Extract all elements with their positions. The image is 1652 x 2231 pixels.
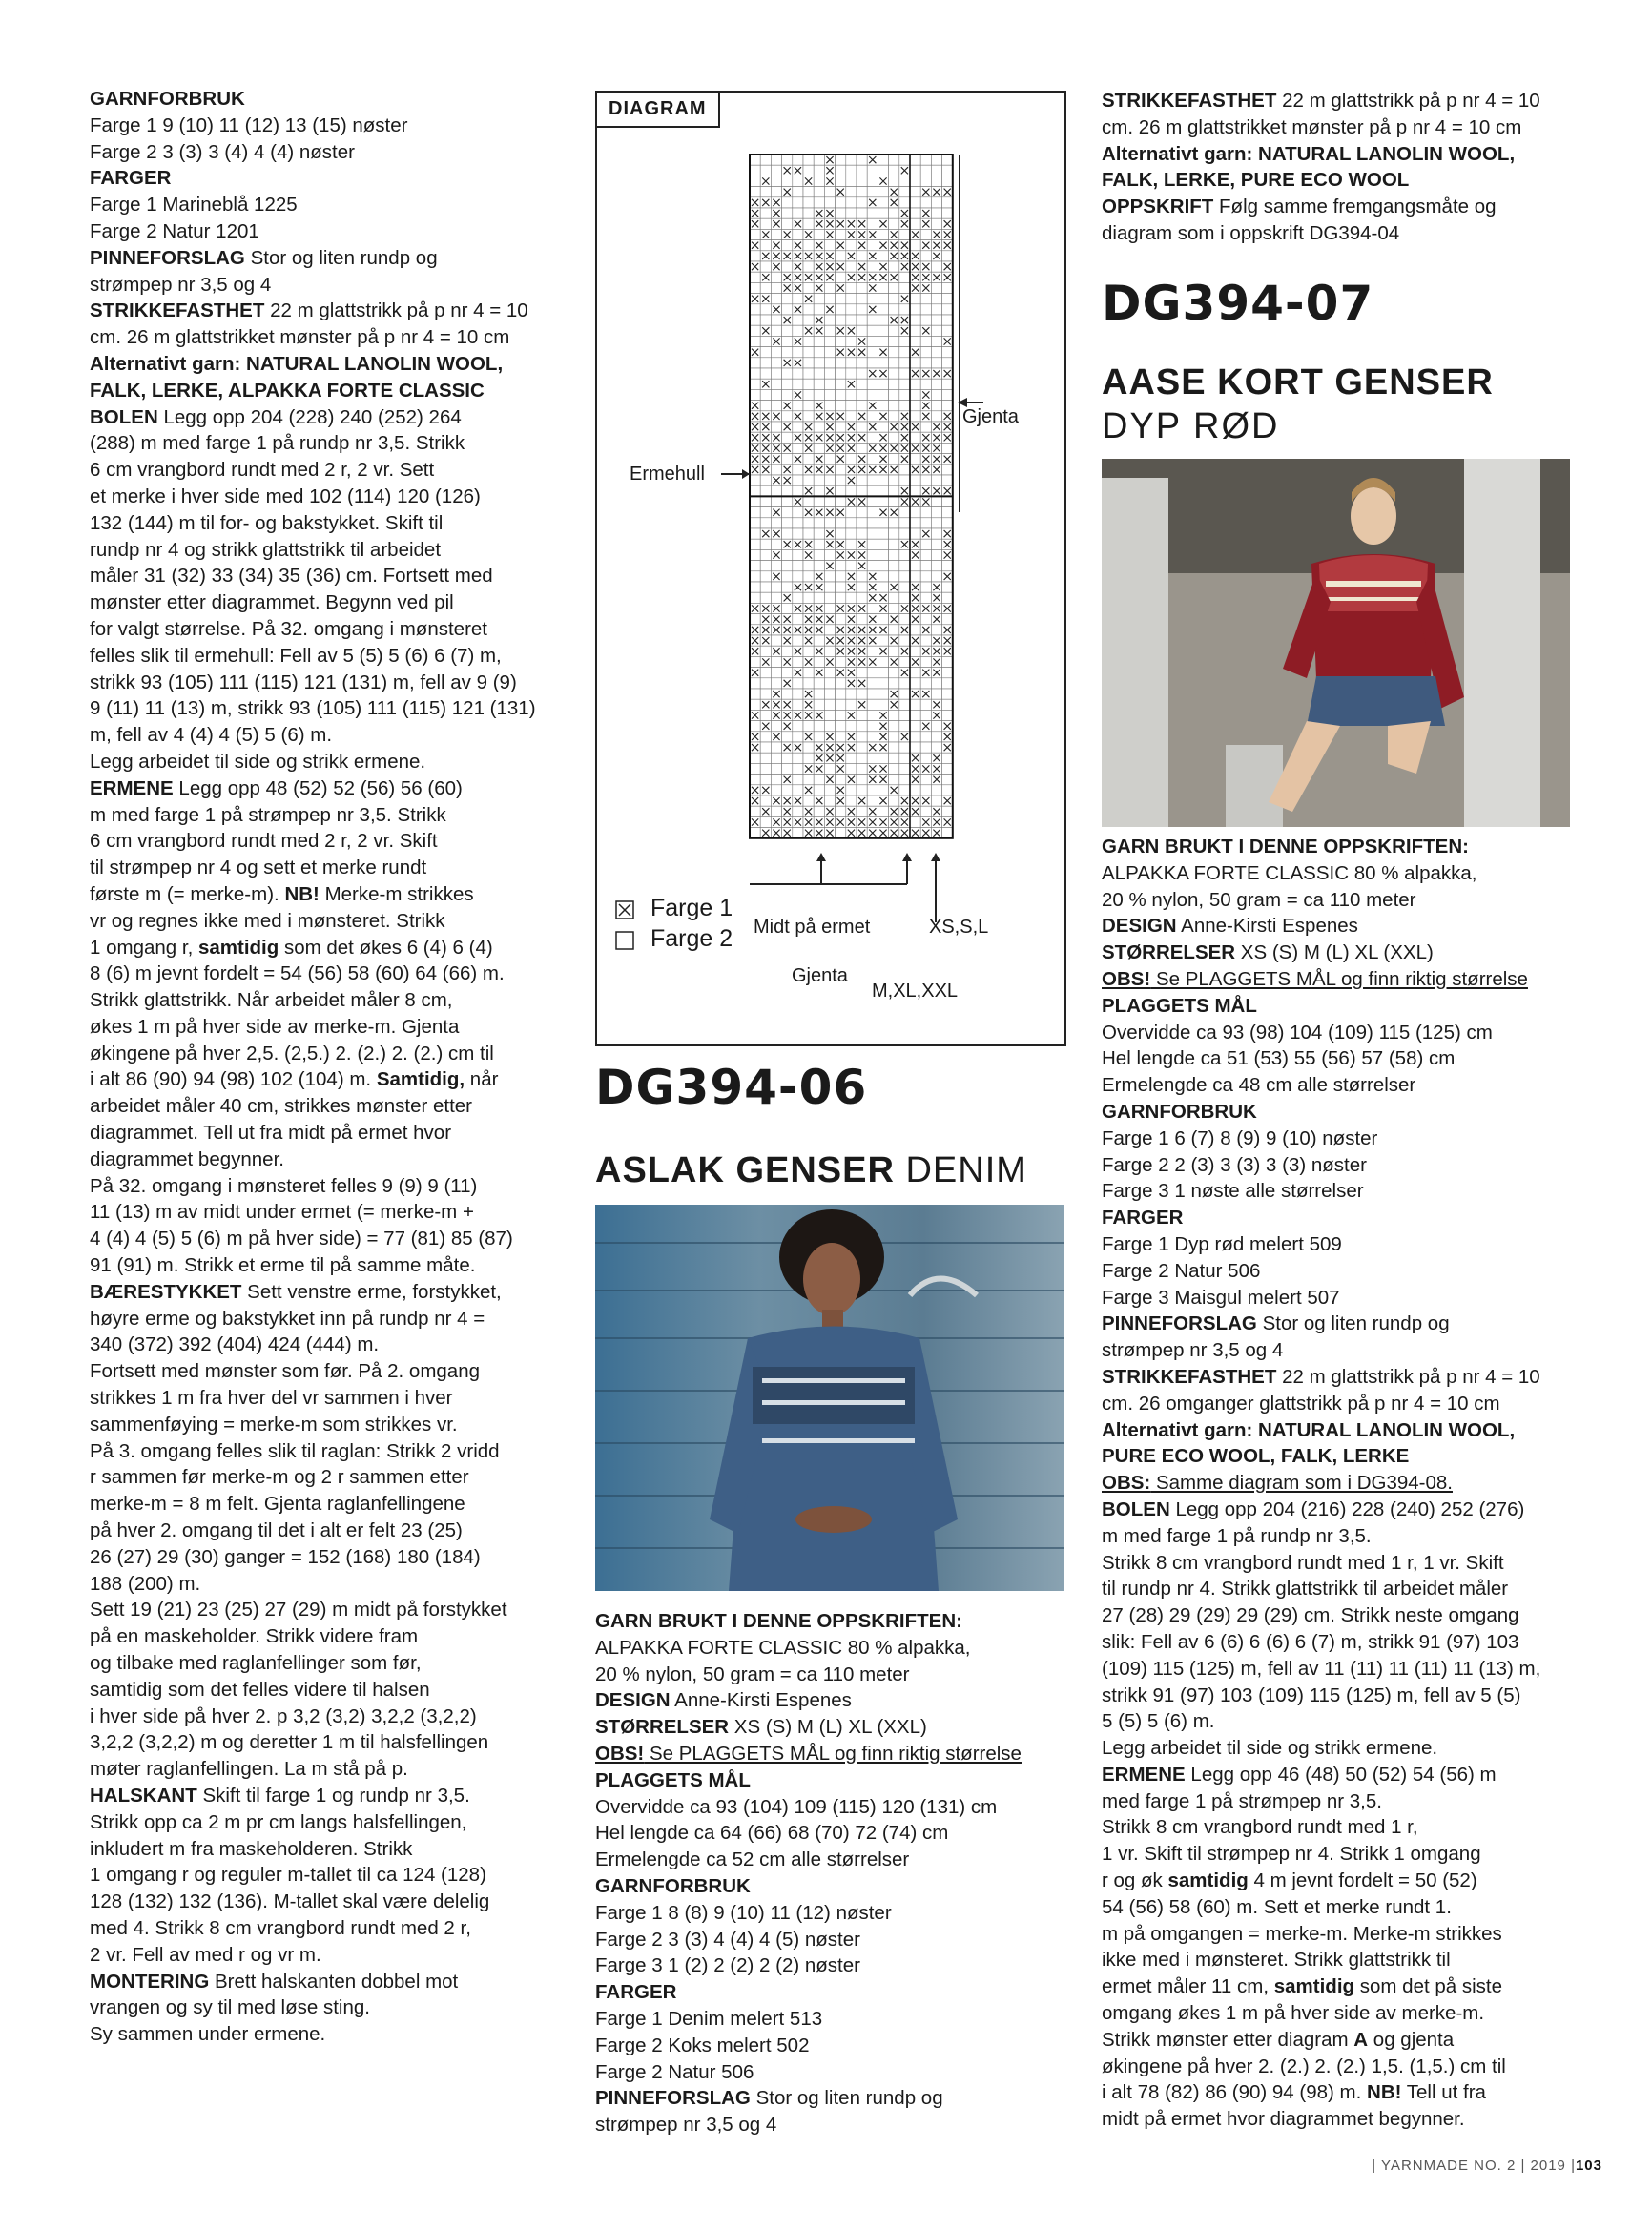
col3_top-paragraph [1102,141,1593,195]
col1-paragraph [90,245,567,299]
col3-paragraph [1102,1364,1593,1417]
body-text: 4 m jevnt fordelt = 50 (52) 54 (56) 58 (60) m. Sett et merke rundt 1. m på omgangen = merke-m. Merke-m strikkes ikke med i mønsteret. Strikk glattstrikk til ermet måler 11 cm, [1102,1869,1502,1998]
col1-paragraph [90,404,567,775]
pattern-title-07: AASE KORT GENSER [1102,362,1494,403]
knitting-diagram [595,91,1066,1046]
bold-heading: A [1353,2028,1369,2051]
legend-label-2: Farge 2 [650,925,733,952]
bold-heading: BOLEN [1102,1498,1170,1520]
col2-paragraph [595,1741,1072,1767]
col1-paragraph [90,165,567,192]
legend-label-1: Farge 1 [650,895,733,921]
bold-heading: OBS! [595,1742,645,1765]
bold-heading: GARN BRUKT I DENNE OPPSKRIFTEN: [595,1610,962,1632]
body-text: Anne-Kirsti Espenes [670,1689,852,1712]
bold-heading: Alternativt garn: NATURAL LANOLIN WOOL, FALK, LERKE, ALPAKKA FORTE CLASSIC [90,352,504,402]
body-text: Sett venstre erme, forstykket, høyre erme og bakstykket inn på rundp nr 4 = 340 (372) 392 (404) 424 (444) m. Fortsett med mønster som før. På 2. omgang strikkes 1 m fra hver del vr sammen i hver sammenføying = merke-m som strikkes vr. På 3. omgang felles slik til raglan: Strikk 2 vridd r sammen før merke-m og 2 r sammen etter merke-m = 8 m felt. Gjenta raglanfellingene på hver 2. omgang til det i alt er felt 23 (25) 26 (27) 29 (30) ganger = 152 (168) 180 (184) 188 (200) m. Sett 19 (21) 23 (25) 27 (29) m midt på forstykket på en maskeholder. Strikk videre fram og tilbake med raglanfellinger som før, samtidig som det felles videre til halsen i hver side på hver 2. p 3,2 (3,2) 3,2,2 (3,2,2) 3,2,2 (3,2,2) m og deretter 1 m til halsfellingen møter raglanfellingen. La m stå på p. [90,1280,507,1781]
body-text: Stor og liten rundp og strømpep nr 3,5 og 4 [595,2087,943,2137]
body-text: Skift til farge 1 og rundp nr 3,5. Strikk opp ca 2 m pr cm langs halsfellingen, inkludert m fra maskeholderen. Strikk 1 omgang r og reguler m-tallet til ca 124 (128) 128 (132) 132 (136). M-tallet skal være delelig med 4. Strikk 8 cm vrangbord rundt med 2 r, 2 vr. Fell av med r og vr m. [90,1785,490,1966]
col1-paragraph [90,218,567,245]
bold-heading: Alternativt garn: NATURAL LANOLIN WOOL, PURE ECO WOOL, FALK, LERKE [1102,1418,1516,1468]
col1-paragraph [90,139,567,166]
col2-paragraph [595,2006,1072,2085]
col2-paragraph [595,1767,1072,1794]
bold-heading: NB! [284,882,320,905]
legend-swatch-2 [616,932,633,949]
pattern-code-06: DG394-06 [595,1060,868,1115]
bold-heading: STRIKKEFASTHET [1102,90,1277,112]
bold-heading: PINNEFORSLAG [595,2087,751,2110]
bold-heading: STØRRELSER [595,1716,730,1739]
bold-heading: samtidig [197,936,279,959]
page-footer [1372,2158,1602,2174]
body-text: Farge 1 8 (8) 9 (10) 11 (12) nøster Farge 2 3 (3) 4 (4) 4 (5) nøster Farge 3 1 (2) 2 (2) 2 (2) nøster [595,1901,892,1977]
col3-paragraph [1102,1417,1593,1471]
body-text: Legg opp 46 (48) 50 (52) 54 (56) m med farge 1 på strømpep nr 3,5. Strikk 8 cm vrangbord rundt med 1 r, 1 vr. Skift til strømpep nr 4. Strikk 1 omgang r og øk [1102,1763,1497,1892]
col3-paragraph [1102,834,1593,860]
bold-heading: BOLEN [90,405,158,428]
col2-paragraph [595,1873,1072,1900]
body-text: når arbeidet måler 40 cm, strikkes mønster etter diagrammet. Tell ut fra midt på ermet hvor diagrammet begynner. På 32. omgang i mønsteret felles 9 (9) 9 (11) 11 (13) m av midt under ermet (= merke-m + 4 (4) 4 (5) 5 (6) m på hver side) = 77 (81) 85 (87) 91 (91) m. Strikk et erme til på samme måte. [90,1068,513,1277]
bold-heading: STRIKKEFASTHET [1102,1365,1277,1388]
col2-paragraph [595,1687,1072,1714]
col2-paragraph [595,1900,1072,1979]
col3-paragraph [1102,1020,1593,1099]
col3-paragraph [1102,913,1593,940]
ermehull-label: Ermehull [630,464,705,485]
body-text: Anne-Kirsti Espenes [1176,915,1358,938]
body-text: Overvidde ca 93 (104) 109 (115) 120 (131) cm Hel lengde ca 64 (66) 68 (70) 72 (74) cm Ermelengde ca 52 cm alle størrelser [595,1795,998,1871]
bold-heading: FARGER [90,167,172,190]
body-text: Brett halskanten dobbel mot vrangen og sy til med løse sting. Sy sammen under ermene. [90,1970,459,2046]
col2-paragraph [595,1608,1072,1635]
col3-paragraph [1102,1126,1593,1205]
col3-paragraph [1102,1497,1593,1762]
bold-heading: MONTERING [90,1970,210,1993]
body-text: Legg opp 48 (52) 52 (56) 56 (60) m med farge 1 på strømpep nr 3,5. Strikk 6 cm vrangbord rundt med 2 r, 2 vr. Skift til strømpep nr 4 og sett et merke rundt første m (= merke-m). [90,776,463,905]
body-text: XS (S) M (L) XL (XXL) [1235,941,1434,964]
bold-heading: BÆRESTYKKET [90,1280,242,1303]
column-right [1102,834,1593,2133]
bold-heading: PINNEFORSLAG [1102,1312,1257,1335]
col3-paragraph [1102,1205,1593,1231]
col3_top-paragraph [1102,88,1593,141]
col3-paragraph [1102,1099,1593,1126]
body-text: Farge 1 6 (7) 8 (9) 9 (10) nøster Farge 2 2 (3) 3 (3) 3 (3) nøster Farge 3 1 nøste alle størrelser [1102,1126,1378,1203]
col1-paragraph [90,351,567,404]
col3-paragraph [1102,966,1593,993]
pattern-title-06: ASLAK GENSER DENIM [595,1150,1027,1190]
col2-paragraph [595,1979,1072,2006]
body-text: Overvidde ca 93 (98) 104 (109) 115 (125) cm Hel lengde ca 51 (53) 55 (56) 57 (58) cm Ermelengde ca 48 cm alle størrelser [1102,1021,1493,1097]
col1-paragraph [90,113,567,139]
footer-text: | YARNMADE NO. 2 | 2019 | [1372,2158,1576,2174]
gjenta-label-bottom: Gjenta [792,965,848,986]
col1-paragraph [90,298,567,351]
bold-heading: PINNEFORSLAG [90,246,245,269]
body-text: 22 m glattstrikk på p nr 4 = 10 cm. 26 m glattstrikket mønster på p nr 4 = 10 cm [90,300,528,349]
col1-paragraph [90,86,567,113]
body-text: Farge 1 Dyp rød melert 509 Farge 2 Natur 506 Farge 3 Maisgul melert 507 [1102,1232,1342,1309]
midt-label: Midt på ermet [754,917,871,938]
col2-paragraph [595,2085,1072,2138]
body-text: Farge 2 3 (3) 3 (4) 4 (4) nøster [90,140,355,163]
bold-heading: Samtidig, [376,1068,465,1091]
column-left [90,86,567,2048]
col1-paragraph [90,775,567,1279]
body-text: Farge 1 Marineblå 1225 [90,194,298,217]
body-text: 22 m glattstrikk på p nr 4 = 10 cm. 26 omganger glattstrikk på p nr 4 = 10 cm [1102,1365,1540,1415]
body-text: XS (S) M (L) XL (XXL) [729,1716,927,1739]
photo-aase-sweater [1102,459,1570,827]
bold-heading: GARNFORBRUK [90,88,245,110]
bold-heading: PLAGGETS MÅL [1102,994,1257,1017]
bold-heading: ERMENE [90,776,174,799]
bold-heading: FARGER [1102,1207,1184,1229]
col1-paragraph [90,192,567,218]
col3-paragraph [1102,1311,1593,1364]
body-text: Se PLAGGETS MÅL og finn riktig størrelse [644,1742,1022,1765]
bold-heading: PLAGGETS MÅL [595,1768,751,1791]
bold-heading: DESIGN [1102,915,1177,938]
bold-heading: OBS: [1102,1472,1151,1495]
size-large-label: M,XL,XXL [872,981,959,1002]
bold-heading: FARGER [595,1981,677,2004]
bold-heading: HALSKANT [90,1785,197,1807]
bold-heading: Alternativt garn: NATURAL LANOLIN WOOL, FALK, LERKE, PURE ECO WOOL [1102,142,1516,192]
body-text: som det på siste omgang økes 1 m på hver side av merke-m. Strikk mønster etter diagram [1102,1975,1503,2051]
bold-heading: STRIKKEFASTHET [90,300,265,322]
column-right-top [1102,88,1593,247]
size-small-label: XS,S,L [929,917,989,938]
bold-heading: OBS! [1102,967,1151,990]
bold-heading: OPPSKRIFT [1102,196,1214,218]
body-text: Samme diagram som i DG394-08. [1150,1472,1453,1495]
col3-paragraph [1102,940,1593,966]
bold-heading: GARN BRUKT I DENNE OPPSKRIFTEN: [1102,836,1469,857]
col3-paragraph [1102,1762,1593,2133]
col2-paragraph [595,1635,1072,1688]
body-text: og gjenta økingene på hver 2. (2.) 2. (2.) 1,5. (1,5.) cm til i alt 78 (82) 86 (90) 94 (98) m. [1102,2028,1506,2104]
body-text: Farge 1 Denim melert 513 Farge 2 Koks melert 502 Farge 2 Natur 506 [595,2007,823,2083]
bold-heading: GARNFORBRUK [595,1874,751,1897]
bold-heading: ERMENE [1102,1763,1186,1786]
bold-heading: NB! [1367,2081,1402,2104]
bold-heading: samtidig [1273,1975,1355,1998]
body-text: ALPAKKA FORTE CLASSIC 80 % alpakka, 20 % nylon, 50 gram = ca 110 meter [1102,861,1477,911]
col1-paragraph [90,1279,567,1783]
col3_top-paragraph [1102,194,1593,247]
body-text: Tell ut fra midt på ermet hvor diagrammet begynner. [1102,2081,1486,2131]
page-number: 103 [1575,2158,1602,2174]
pattern-code-07: DG394-07 [1102,276,1374,331]
col3-paragraph [1102,860,1593,914]
col1-paragraph [90,1783,567,1969]
body-text: Stor og liten rundp og strømpep nr 3,5 og 4 [1102,1312,1450,1362]
bold-heading: STØRRELSER [1102,941,1236,964]
col3-paragraph [1102,1470,1593,1497]
body-text: Farge 2 Natur 1201 [90,219,259,242]
body-text: Stor og liten rundp og strømpep nr 3,5 og 4 [90,246,438,296]
diagram-label: DIAGRAM [597,93,720,128]
body-text: ALPAKKA FORTE CLASSIC 80 % alpakka, 20 % nylon, 50 gram = ca 110 meter [595,1636,971,1685]
body-text: som det økes 6 (4) 6 (4) 8 (6) m jevnt fordelt = 54 (56) 58 (60) 64 (66) m. Strikk glattstrikk. Når arbeidet måler 8 cm, økes 1 m på hver side av merke-m. Gjenta økingene på hver 2,5. (2,5.) 2. (2.) 2. (2.) cm til i alt 86 (90) 94 (98) 102 (104) m. [90,936,505,1091]
body-text: Merke-m strikkes vr og regnes ikke med i mønsteret. Strikk 1 omgang r, [90,882,474,959]
body-text: Legg opp 204 (228) 240 (252) 264 (288) m med farge 1 på rundp nr 3,5. Strikk 6 cm vrangbord rundt med 2 r, 2 vr. Sett et merke i hver side med 102 (114) 120 (126) 132 (144) m til for- og bakstykket. Skift til rundp nr 4 og strikk glattstrikk til arbeidet måler 31 (32) 33 (34) 35 (36) cm. Fortsett med mønster etter diagrammet. Begynn ved pil for valgt størrelse. På 32. omgang i mønsteret felles slik til ermehull: Fell av 5 (5) 5 (6) 6 (7) m, strikk 93 (105) 111 (115) 121 (131) m, fell av 9 (9) 9 (11) 11 (13) m, strikk 93 (105) 111 (115) 121 (131) m, fell av 4 (4) 4 (5) 5 (6) m. Legg arbeidet til side og strikk ermene. [90,405,536,773]
photo-aslak-sweater [595,1205,1064,1591]
bold-heading: samtidig [1167,1869,1249,1892]
bold-heading: DESIGN [595,1689,671,1712]
col2-paragraph [595,1794,1072,1873]
bold-heading: GARNFORBRUK [1102,1100,1257,1123]
body-text: Legg opp 204 (216) 228 (240) 252 (276) m med farge 1 på rundp nr 3,5. Strikk 8 cm vrangbord rundt med 1 r, 1 vr. Skift til rundp nr 4. Strikk glattstrikk til arbeidet måler 27 (28) 29 (29) 29 (29) cm. Strikk neste omgang slik: Fell av 6 (6) 6 (6) 6 (7) m, strikk 91 (97) 103 (109) 115 (125) m, fell av 11 (11) 11 (11) 11 (13) m, strikk 91 (97) 103 (109) 115 (125) m, fell av 5 (5) 5 (5) 5 (6) m. Legg arbeidet til side og strikk ermene. [1102,1498,1541,1760]
body-text: Se PLAGGETS MÅL og finn riktig størrelse [1150,967,1528,990]
gjenta-label-right: Gjenta [962,406,1019,427]
pattern-subtitle-07: DYP RØD [1102,406,1280,446]
col3-paragraph [1102,1231,1593,1311]
col1-paragraph [90,1969,567,2048]
body-text: Følg samme fremgangsmåte og diagram som i oppskrift DG394-04 [1102,196,1497,244]
column-middle [595,1608,1072,2138]
body-text: 22 m glattstrikk på p nr 4 = 10 cm. 26 m glattstrikket mønster på p nr 4 = 10 cm [1102,90,1540,138]
col2-paragraph [595,1714,1072,1741]
body-text: Farge 1 9 (10) 11 (12) 13 (15) nøster [90,114,408,136]
col3-paragraph [1102,993,1593,1020]
